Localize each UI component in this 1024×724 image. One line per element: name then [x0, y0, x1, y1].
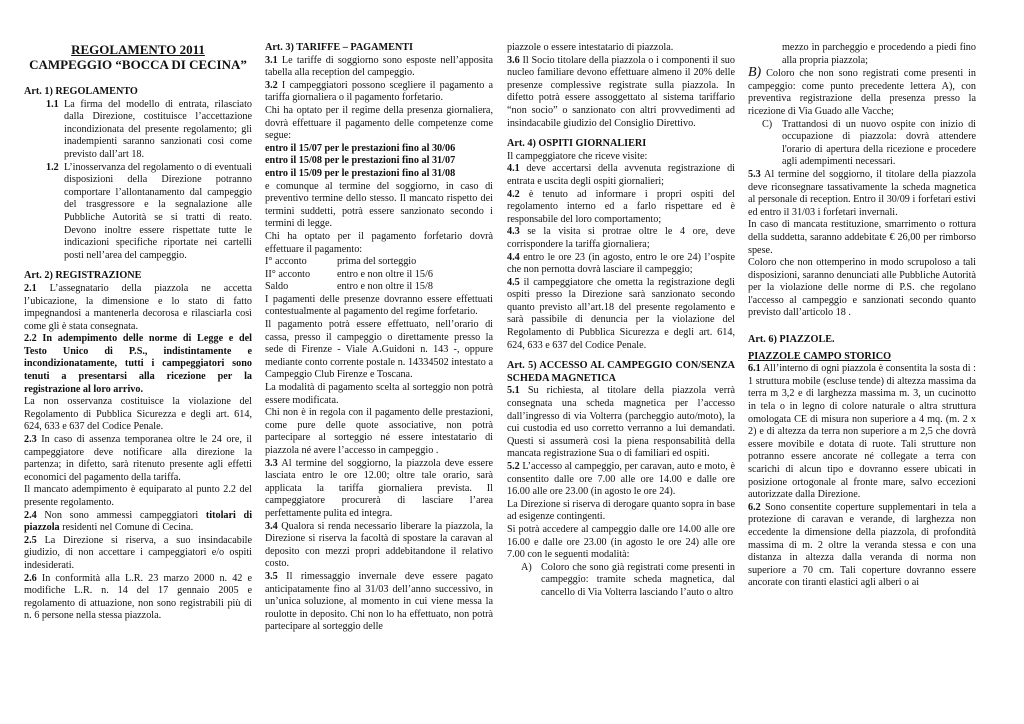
paragraph-2-6	[24, 573, 252, 623]
paragraph-2-5	[24, 535, 252, 573]
paragraph-text: se la visita si protrae oltre le 4 ore, deve corrispondere la tariffa giornaliera;	[507, 226, 736, 250]
section-number: 1.2	[46, 161, 59, 173]
paragraph-text: deve accertarsi della avvenuta registrazione di entrata e uscita degli ospiti giornalieri;	[507, 163, 735, 187]
paragraph-text: Al termine del soggiorno, il titolare della piazzola deve riconsegnare tassativamente la scheda magnetica al personale di reception. Entro il 30/09 i forfetari estivi ed entro il 31/03 i forfetari invernali.	[748, 168, 977, 218]
paragraph-number: 3.2	[265, 79, 278, 91]
paragraph-3-2	[265, 80, 493, 105]
section-1-2	[46, 162, 252, 263]
paragraph-3-2-cont: Chi ha optato per il regime della presenza giornaliera, dovrà effettuare il pagamento delle competenze come segue:	[265, 104, 493, 142]
art1-heading: Art. 1) REGOLAMENTO	[24, 86, 138, 97]
paragraph-4-4	[507, 252, 735, 277]
list-text: Coloro che sono già registrati come presenti in campeggio: tramite scheda magnetica, dal cancello di Via Volterra lasciando l’auto o altro	[541, 561, 735, 598]
due-date-1: entro il 15/07 per le prestazioni fino al 30/06	[265, 142, 456, 154]
paragraph-text: Al termine del soggiorno, la piazzola deve essere lasciata entro le ore 12.00; oltre tale orario, sarà applicata la tariffa giornaliera prevista. Il campeggiatore procurerà di lasciare l’area perfettamente pulita ed integra.	[265, 457, 493, 519]
paragraph-text: è tenuto ad informare i propri ospiti del regolamento interno ed a farlo rispettare ed è responsabile del loro comportamento;	[507, 188, 735, 225]
paragraph-2-4	[24, 510, 252, 535]
list-item-c	[762, 119, 976, 169]
paragraph-5-1	[507, 385, 735, 461]
list-letter: B)	[748, 65, 762, 81]
paragraph-number: 6.1	[748, 363, 761, 375]
paragraph-3-2-forfait: Chi ha optato per il pagamento forfetario dovrà effettuare il pagamento:	[265, 230, 493, 255]
paragraph-3-5	[265, 571, 493, 634]
paragraph-number: 4.4	[507, 251, 520, 263]
paragraph-5-2	[507, 461, 735, 499]
paragraph-text: Non sono ammessi campeggiatori	[44, 509, 199, 521]
paragraph-6-1	[748, 363, 976, 502]
paragraph-number: 3.1	[265, 54, 278, 66]
list-letter: A)	[521, 561, 532, 573]
paragraph-number: 5.3	[748, 168, 761, 180]
art4-heading: Art. 4) OSPITI GIORNALIERI	[507, 138, 647, 150]
paragraph-4-1	[507, 163, 735, 188]
column-3	[507, 42, 735, 600]
section-text: La firma del modello di entrata, rilasciato dalla Direzione, costituisce l’accettazione incondizionata del presente regolamento; gli inadempienti saranno sanzionati così come previsto dall’art 18.	[64, 98, 252, 160]
paragraph-number: 2.4	[24, 509, 37, 521]
paragraph-number: 4.1	[507, 163, 520, 175]
paragraph-2-3-cont: Il mancato adempimento è equiparato al punto 2.2 del presente regolamento.	[24, 484, 252, 508]
art5-heading: Art. 5) ACCESSO AL CAMPEGGIO CON/SENZA SCHEDA MAGNETICA	[507, 360, 735, 384]
installment-value: prima del sorteggio	[337, 256, 417, 268]
column-4	[748, 42, 976, 590]
section-1-1	[46, 99, 252, 162]
installment-row	[265, 269, 493, 282]
paragraph-3-2-payment: Il pagamento potrà essere effettuato, nell’orario di cassa, presso il campeggio o direttamente presso la sede di Firenze - Viale A.Guidoni n. 143 -, oppure mediante conto corrente postale n. 14334502 intestato a Campeggio Club Firenze e Toscana.	[265, 319, 493, 381]
list-text: mezzo in parcheggio e procedendo a piedi fino alla propria piazzola;	[782, 42, 976, 66]
paragraph-text: Su richiesta, al titolare della piazzola verrà consegnata una scheda magnetica per l’accesso dall’ingresso di via Volterra (parcheggio auto/moto), la cui custodia ed uso corretto verranno a lui demandati. Questi si assumerà così la piena responsabilità della mancata registrazione Sua o di familiari ed ospiti.	[507, 385, 735, 460]
paragraph-2-2-cont: La non osservanza costituisce la violazione del Regolamento di Pubblica Sicurezza e degli art. 614, 624, 633 e 637 del Codice Penale.	[24, 396, 252, 433]
paragraph-text: entro le ore 23 (in agosto, entro le ore 24) l’ospite che non pernotta dovrà lasciare il campeggio;	[507, 251, 736, 276]
document-title: REGOLAMENTO 2011	[71, 42, 205, 57]
paragraph-number: 2.1	[24, 282, 37, 294]
paragraph-number: 3.3	[265, 457, 278, 469]
paragraph-text: Le tariffe di soggiorno sono esposte nell’apposita tabella alla reception del campeggio.	[265, 54, 493, 79]
art6-heading: Art. 6) PIAZZOLE.	[748, 334, 835, 346]
paragraph-number: 4.3	[507, 226, 520, 238]
paragraph-3-2-mode: La modalità di pagamento scelta al sorteggio non potrà essere modificata.	[265, 382, 493, 406]
paragraph-text: L’accesso al campeggio, per caravan, auto e moto, è consentito dalle ore 7.00 alle ore 14.00 e dalle ore 16.00 alle ore 23.00 (in agosto le ore 24).	[507, 461, 735, 498]
paragraph-number: 3.5	[265, 570, 278, 582]
paragraph-3-2-presences: I pagamenti delle presenze dovranno essere effettuati contestualmente al pagamento del regime forfetario.	[265, 293, 493, 318]
paragraph-4-2	[507, 189, 735, 227]
list-item-b	[748, 67, 976, 118]
paragraph-3-5-cont: piazzole o essere intestatario di piazzola.	[507, 42, 674, 53]
paragraph-3-4	[265, 521, 493, 571]
paragraph-text: In caso di assenza temporanea oltre le 24 ore, il campeggiatore deve notificare alla direzione la partenza; in difetto, sarà ritenuto presente agli effetti economici del pagamento della tariffa.	[24, 434, 253, 483]
paragraph-2-1	[24, 283, 252, 333]
paragraph-number: 6.2	[748, 501, 761, 513]
paragraph-2-3	[24, 434, 252, 484]
paragraph-5-2-hours: Si potrà accedere al campeggio dalle ore 14.00 alle ore 16.00 e dalle ore 23.00 (in agosto le ore 24) alle ore 7.00 con le seguenti modalità:	[507, 523, 735, 561]
installment-label: Saldo	[265, 281, 289, 293]
paragraph-2-2	[24, 333, 252, 396]
paragraph-text: Il rimessaggio invernale deve essere pagato anticipatamente fino al 31/03 dell’anno successivo, in un’unica soluzione, al momento in cui viene messa la roulotte in deposito. Chi non lo ha effettuato, non potrà partecipare al sorteggio delle	[265, 570, 493, 633]
paragraph-3-2-rules: Chi non è in regola con il pagamento delle prestazioni, come pure delle quote associative, non potrà partecipare al sorteggio né essere intestatario di piazzola né avere l’accesso in campeggio .	[265, 407, 493, 456]
paragraph-4-5	[507, 277, 735, 353]
paragraph-text: La Direzione si riserva, a suo insindacabile giudizio, di non accettare i campeggiatori e/o ospiti indesiderati.	[24, 534, 253, 571]
paragraph-number: 4.5	[507, 276, 520, 288]
art3-heading: Art. 3) TARIFFE – PAGAMENTI	[265, 42, 413, 53]
paragraph-number: 2.5	[24, 534, 37, 546]
paragraph-5-2-derogation: La Direzione si riserva di derogare quanto sopra in base ad esigenze contingenti.	[507, 498, 735, 523]
section-text: L’inosservanza del regolamento o di eventuali disposizioni della Direzione potranno comportare l’allontanamento dal campeggio del trasgressore e la segnalazione alle Pubbliche Autorità se si tratti di reato. Devono inoltre essere rispettate tutte le indicazioni specifiche riportate nei cartelli posti nell’area del campeggio.	[64, 161, 252, 261]
paragraph-text: Qualora si renda necessario liberare la piazzola, la Direzione si riserva la facoltà di spostare la caravan al deposito con mezzi propri addebitandone il relativo costo.	[265, 520, 494, 570]
paragraph-5-3-penalty: Coloro che non ottemperino in modo scrupoloso a tali disposizioni, saranno denunciati alle Pubbliche Autorità per la violazione delle norme di P.S. che regolano l'accesso al campeggio e sanzionati secondo quanto previsto dall’articolo 18 .	[748, 257, 976, 319]
paragraph-4-intro: Il campeggiatore che riceve visite:	[507, 150, 648, 162]
paragraph-bold-text: titolari di piazzola	[24, 509, 253, 534]
paragraph-number: 2.6	[24, 572, 37, 584]
art6-subheading: PIAZZOLE CAMPO STORICO	[748, 350, 892, 362]
paragraph-text: residenti nel Comune di Cecina.	[62, 522, 194, 534]
installment-value: entro e non oltre il 15/6	[337, 268, 433, 280]
due-date-3: entro il 15/09 per le prestazioni fino al 31/08	[265, 167, 456, 179]
installment-row	[265, 281, 493, 294]
column-1	[24, 42, 252, 623]
paragraph-number: 3.4	[265, 520, 278, 532]
column-2	[265, 42, 493, 634]
paragraph-number: 2.2	[24, 333, 37, 345]
due-date-2: entro il 15/08 per le prestazioni fino al 31/07	[265, 155, 456, 167]
document-subtitle: CAMPEGGIO “BOCCA DI CECINA”	[29, 57, 247, 72]
paragraph-number: 3.6	[507, 54, 520, 66]
paragraph-text: All’interno di ogni piazzola è consentita la sosta di : 1 struttura mobile (escluse tende) di altezza massima da terra m 3,2 e di larghezza massima m. 3, un cucinotto in tela o in legno di colore naturale o altra struttura omologata CE di misura non superiore a 4 mq. (m. 2 x 2) e di altezza da terra non superiore a m 2,5 che dovrà essere movibile e dotata di ruote. Tali strutture non potranno essere ancorate né collegate a terra con scarichi di alcun tipo e dovranno essere ubicati in posizione ortogonale al fronte mare, salvo eccezioni autorizzate dalla Direzione.	[748, 363, 977, 501]
paragraph-text: L’assegnatario della piazzola ne accetta l’ubicazione, la dimensione e lo stato di fatto impegnandosi a mantenerla decorosa e rilasciarla così come gli è stata consegnata.	[24, 282, 252, 332]
list-text: Coloro che non sono registrati come presenti in campeggio: come punto precedente lettera A), con preventiva registrazione della presenza presso la ricezione di Via Guado alle Vacche;	[748, 68, 976, 117]
paragraph-text: Il Socio titolare della piazzola o i componenti il suo nucleo familiare devono effettuare almeno il 20% delle presenze complessive registrate sulla piazzola. In difetto potrà essere assoggettato al sistema tariffario “non socio” o sanzionato con altri provvedimenti ad insindacabile giudizio del Consiglio Direttivo.	[507, 54, 735, 129]
paragraph-5-3	[748, 169, 976, 219]
installment-value: entro e non oltre il 15/8	[337, 281, 433, 293]
paragraph-number: 4.2	[507, 188, 520, 200]
paragraph-3-3	[265, 458, 493, 521]
list-item-a	[521, 562, 735, 600]
paragraph-number: 5.1	[507, 385, 520, 397]
paragraph-text: In conformità alla L.R. 23 marzo 2000 n. 42 e modifiche L.R. n. 14 del 17 gennaio 2005 e regolamento di attuazione, non sono registrabili più di n. 6 persone nella stessa piazzola.	[24, 572, 252, 622]
paragraph-3-6	[507, 55, 735, 131]
paragraph-text: il campeggiatore che ometta la registrazione degli ospiti presso la Direzione sarà sanzionato secondo quanto previsto all’art.18 del presente regolamento e sarà passibile di denuncia per la violazione del Regolamento di Pubblica Sicurezza e degli art. 614, 624, 633 e 637 del Codice Penale.	[507, 276, 735, 351]
paragraph-bold-text: In adempimento delle norme di Legge e del Testo Unico di P.S., indistintamente e incondizionatamente, tutti i campeggiatori sono tenuti a presentarsi alla ricezione per la registrazione al loro arrivo.	[24, 333, 252, 395]
paragraph-3-1	[265, 55, 493, 80]
paragraph-number: 5.2	[507, 461, 520, 472]
installment-label: II° acconto	[265, 268, 311, 280]
list-letter: C)	[762, 118, 773, 130]
paragraph-5-3-loss: In caso di mancata restituzione, smarrimento o rottura della suddetta, saranno addebitate € 26,00 per rimborso spese.	[748, 219, 976, 256]
list-text: Trattandosi di un nuovo ospite con inizio di occupazione di piazzola: dovrà attendere l'orario di apertura della ricezione e procedere agli adempimenti necessari.	[782, 118, 976, 168]
paragraph-text: I campeggiatori possono scegliere il pagamento a tariffa giornaliera o il pagamento forfetario.	[265, 79, 494, 104]
paragraph-4-3	[507, 226, 735, 251]
paragraph-number: 2.3	[24, 434, 37, 446]
paragraph-6-2	[748, 502, 976, 590]
installment-row	[265, 256, 493, 269]
art2-heading: Art. 2) REGISTRAZIONE	[24, 270, 142, 282]
installment-label: I° acconto	[265, 256, 307, 268]
paragraph-text: Sono consentite coperture supplementari in tela a protezione di caravan e verande, di larghezza non eccedente la dimensione della piazzola, di profondità massima di m. 2 oltre la veranda stessa e con una distanza in altezza dalla veranda di norma non superiore a 70 cm. Tali coperture dovranno essere ancorate con tiranti elastici agli alberi o ai	[748, 501, 977, 589]
section-number: 1.1	[46, 98, 59, 110]
list-item-a-cont	[762, 42, 976, 67]
paragraph-3-2-terms: e comunque al termine del soggiorno, in caso di preventivo termine dello stesso. Il mancato rispetto dei termini suddetti, potrà essere sanzionato secondo i termini di legge.	[265, 180, 493, 230]
